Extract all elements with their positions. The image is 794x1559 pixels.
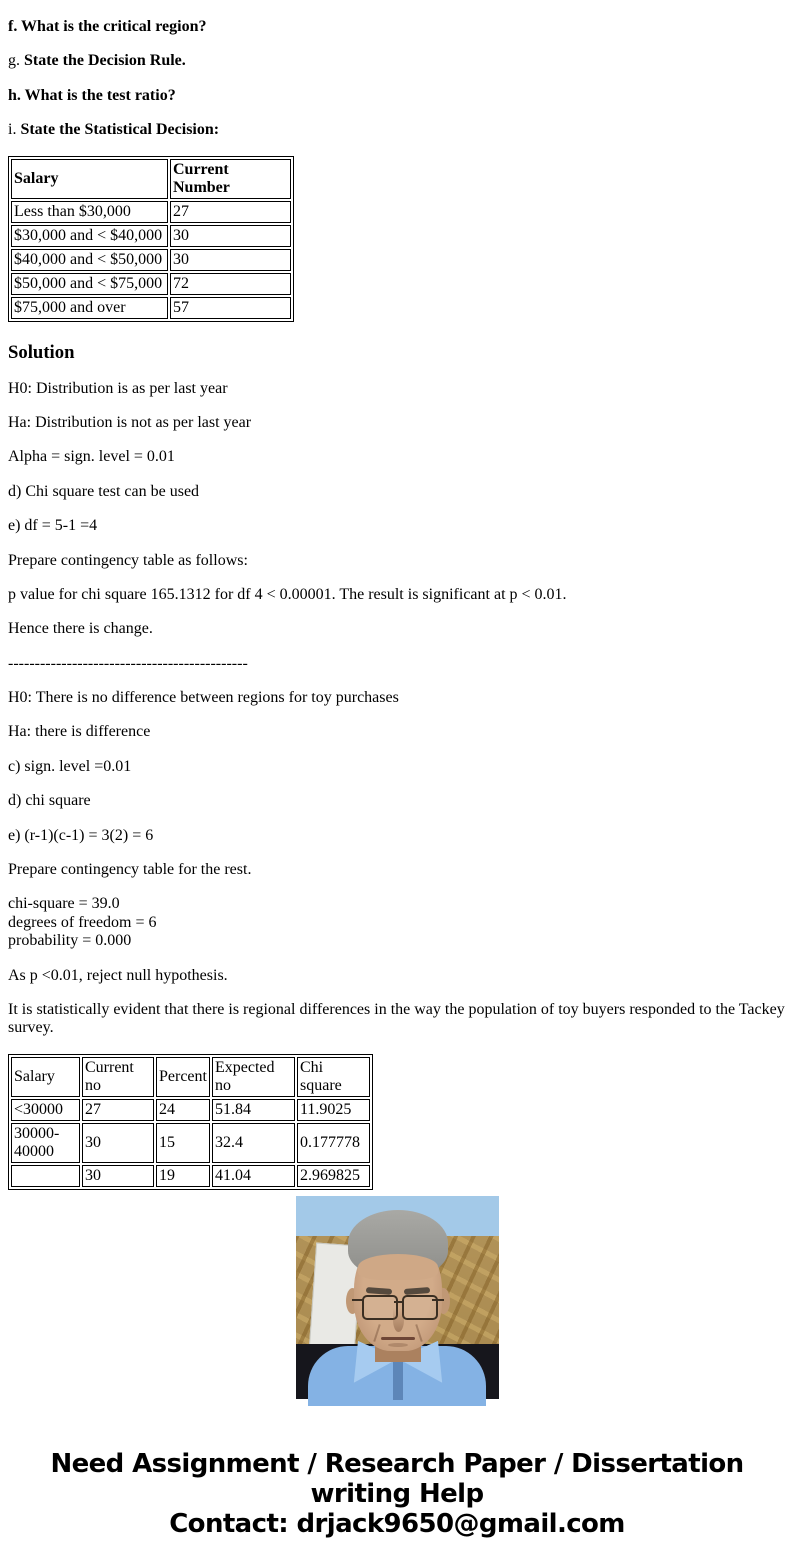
final-conclusion-statement: It is statistically evident that there is regional differences in the way the population of toy buyers responded to the Tackey survey. [8,1000,785,1037]
count-cell: 30 [170,249,291,271]
table-header-row [11,1057,370,1097]
salary-cell: $40,000 and < $50,000 [11,249,168,271]
header-current-number: Current Number [170,159,291,199]
salary-cell: 30000-40000 [11,1123,80,1163]
test-choice-statement: d) Chi square test can be used [8,482,200,500]
chi-square-results [8,895,786,950]
dashed-divider: --------------------------------------------- [8,654,248,672]
salary-cell: $30,000 and < $40,000 [11,225,168,247]
degrees-of-freedom-value: degrees of freedom = 6 [8,913,157,931]
header-current-no: Current no [82,1057,154,1097]
chi-square-table [8,1054,373,1190]
expected-no-cell: 41.04 [212,1165,295,1187]
h0-statement: H0: Distribution is as per last year [8,379,228,397]
conclusion-statement: Hence there is change. [8,620,153,638]
tutor-portrait-photo [296,1196,499,1399]
count-cell: 57 [170,297,291,319]
question-g-text: State the Decision Rule. [24,52,186,70]
prepare-table-statement: Prepare contingency table as follows: [8,551,248,569]
table-row [11,201,291,223]
salary-cell: $75,000 and over [11,297,168,319]
percent-cell: 15 [156,1123,210,1163]
portrait-container [8,1196,786,1399]
question-g [8,52,786,70]
footer-contact-email: Contact: drjack9650@gmail.com [169,1508,625,1539]
table-header-row [11,159,291,199]
footer-advertisement [8,1449,786,1539]
chi-square-cell: 11.9025 [297,1099,370,1121]
question-h [8,87,786,105]
count-cell: 27 [170,201,291,223]
photo-glasses-temple-right [432,1299,444,1301]
table-row [11,249,291,271]
table-row [11,297,291,319]
photo-nose [393,1308,404,1332]
chi-square-cell: 2.969825 [297,1165,370,1187]
salary-cell: Less than $30,000 [11,201,168,223]
table-row [11,1123,370,1163]
chi-table-clipped-region [8,1054,786,1184]
table-row [11,1165,370,1187]
current-no-cell: 27 [82,1099,154,1121]
df-formula-statement: e) (r-1)(c-1) = 3(2) = 6 [8,826,154,844]
photo-glasses-temple-left [352,1299,364,1301]
df-statement: e) df = 5-1 =4 [8,517,98,535]
table-row [11,1099,370,1121]
current-no-cell: 30 [82,1165,154,1187]
question-f-text: What is the critical region? [21,18,207,35]
expected-no-cell: 32.4 [212,1123,295,1163]
footer-line-1: Need Assignment / Research Paper / Dissertation [50,1448,744,1479]
salary-cell: $50,000 and < $75,000 [11,273,168,295]
percent-cell: 19 [156,1165,210,1187]
table-row [11,225,291,247]
photo-mouth [381,1337,415,1340]
ha-statement-2: Ha: there is difference [8,723,151,741]
question-h-prefix: h. [8,86,25,104]
probability-value: probability = 0.000 [8,932,132,950]
photo-forehead [358,1254,438,1280]
current-no-cell: 30 [82,1123,154,1163]
question-i [8,121,786,139]
header-salary: Salary [11,1057,80,1097]
question-f [8,18,786,36]
header-salary: Salary [11,159,168,199]
ha-statement: Ha: Distribution is not as per last year [8,413,252,431]
count-cell: 30 [170,225,291,247]
sig-level-statement: c) sign. level =0.01 [8,757,132,775]
expected-no-cell: 51.84 [212,1099,295,1121]
question-i-prefix: i. [8,121,21,139]
question-g-prefix: g. [8,52,24,70]
salary-cell [11,1165,80,1187]
photo-chin-shadow [388,1343,408,1347]
salary-cell: <30000 [11,1099,80,1121]
header-percent: Percent [156,1057,210,1097]
alpha-statement: Alpha = sign. level = 0.01 [8,448,175,466]
chi-square-cell: 0.177778 [297,1123,370,1163]
salary-current-number-table [8,156,294,322]
chi-square-value: chi-square = 39.0 [8,895,120,913]
solution-heading: Solution [8,341,75,363]
table-row [11,273,291,295]
question-h-text: What is the test ratio? [24,86,176,104]
question-f-prefix: f. [8,18,22,35]
reject-null-statement: As p <0.01, reject null hypothesis. [8,966,228,984]
chi-square-statement: d) chi square [8,792,91,810]
count-cell: 72 [170,273,291,295]
prepare-table-statement-2: Prepare contingency table for the rest. [8,861,252,879]
header-chi-square: Chi square [297,1057,370,1097]
h0-statement-2: H0: There is no difference between regions for toy purchases [8,689,399,707]
question-i-text: State the Statistical Decision: [20,121,220,139]
footer-line-2: writing Help [310,1478,484,1509]
photo-glasses-bridge [394,1301,404,1303]
percent-cell: 24 [156,1099,210,1121]
header-expected-no: Expected no [212,1057,295,1097]
p-value-statement: p value for chi square 165.1312 for df 4 < 0.00001. The result is significant at p < 0.01. [8,585,567,603]
